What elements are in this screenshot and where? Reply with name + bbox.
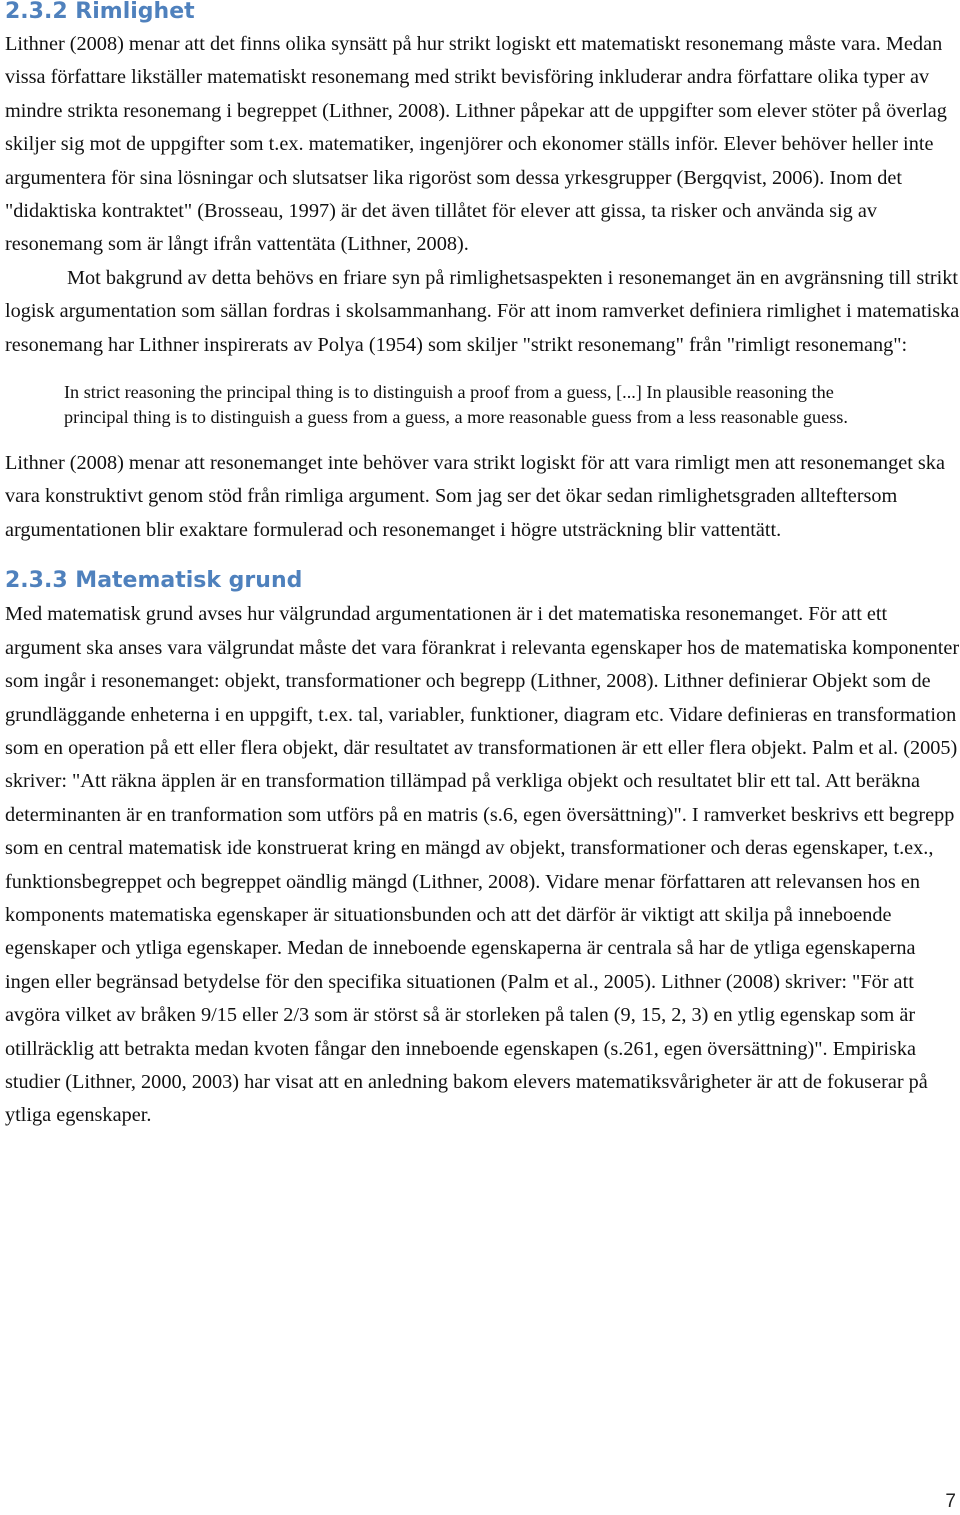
paragraph-rimlighet-2: Mot bakgrund av detta behövs en friare syn på rimlighetsaspekten i resonemanget än en avgränsning till strikt logisk argumentation som sällan fordras i skolsammanhang. För att inom ramverket definiera rimlighet i matematiska resonemang har Lithner inspirerats av Polya (1954) som skiljer "strikt resonemang" från "rimligt resonemang": xyxy=(5,266,960,356)
paragraph-rimlighet-1: Lithner (2008) menar att det finns olika synsätt på hur strikt logiskt ett matematiskt resonemang måste vara. Medan vissa författare likställer matematiskt resonemang med strikt bevisföring inkluderar andra författare olika typer av mindre strikta resonemang i begreppet (Lithner, 2008). Lithner påpekar att de uppgifter som elever stöter på överlag skiljer sig mot de uppgifter som t.ex. matematiker, ingenjörer och ekonomer ställs inför. Elever behöver heller inte argumentera för sina lösningar och slutsatser lika rigoröst som dessa yrkesgrupper (Bergqvist, 2006). Inom det "didaktiska kontraktet" (Brosseau, 1997) är det även tillåtet för elever att gissa, ta risker och använda sig av resonemang som är långt ifrån vattentäta (Lithner, 2008). xyxy=(5,33,947,256)
paragraph-rimlighet-3: Lithner (2008) menar att resonemanget inte behöver vara strikt logiskt för att vara rimligt men att resonemanget ska vara konstruktivt genom stöd från rimliga argument. Som jag ser det ökar sedan rimlighetsgraden allteftersom argumentationen blir exaktare formulerad och resonemanget i högre utsträckning blir vattentätt. xyxy=(5,452,945,541)
document-page xyxy=(5,0,960,1133)
page-number: 7 xyxy=(945,1491,956,1512)
section-heading-rimlighet: 2.3.2 Rimlighet xyxy=(5,0,195,24)
paragraph-matematisk-grund-1: Med matematisk grund avses hur välgrundad argumentationen är i det matematiska resonemanget. För att ett argument ska anses vara välgrundat måste det vara förankrat i relevanta egenskaper hos de matematiska komponenter som ingår i resonemanget: objekt, transformationer och begrepp (Lithner, 2008). Lithner definierar Objekt som de grundläggande enheterna i en uppgift, t.ex. tal, variabler, funktioner, diagram etc. Vidare definieras en transformation som en operation på ett eller flera objekt, där resultatet av transformationen är ett eller flera objekt. Palm et al. (2005) skriver: "Att räkna äpplen är en transformation tillämpad på verkliga objekt och resultatet blir ett tal. Att beräkna determinanten är en tranformation som utförs på en matris (s.6, egen översättning)". I ramverket beskrivs ett begrepp som en central matematisk ide konstruerat kring en mängd av objekt, transformationer och deras egenskaper, t.ex., funktionsbegreppet och begreppet oändlig mängd (Lithner, 2008). Vidare menar författaren att relevansen hos en komponents matematiska egenskaper är situationsbunden och att det därför är viktigt att skilja på inneboende egenskaper och ytliga egenskaper. Medan de inneboende egenskaperna är centrala så har de ytliga egenskaperna ingen eller begränsad betydelse för den specifika situationen (Palm et al., 2005). Lithner (2008) skriver: "För att avgöra vilket av bråken 9/15 eller 2/3 som är störst så är storleken på talen (9, 15, 2, 3) en ytlig egenskap som är otillräcklig att betrakta medan kvoten fångar den inneboende egenskapen (s.261, egen översättning)". Empiriska studier (Lithner, 2000, 2003) har visat att en anledning bakom elevers matematiksvårigheter är att de fokuserar på ytliga egenskaper. xyxy=(5,603,960,1127)
polya-quote: In strict reasoning the principal thing is to distinguish a proof from a guess, [...] In plausible reasoning the principal thing is to distinguish a guess from a guess, a more reasonable guess from a less reasonable guess. xyxy=(64,382,848,427)
section-heading-matematisk-grund: 2.3.3 Matematisk grund xyxy=(5,568,303,594)
